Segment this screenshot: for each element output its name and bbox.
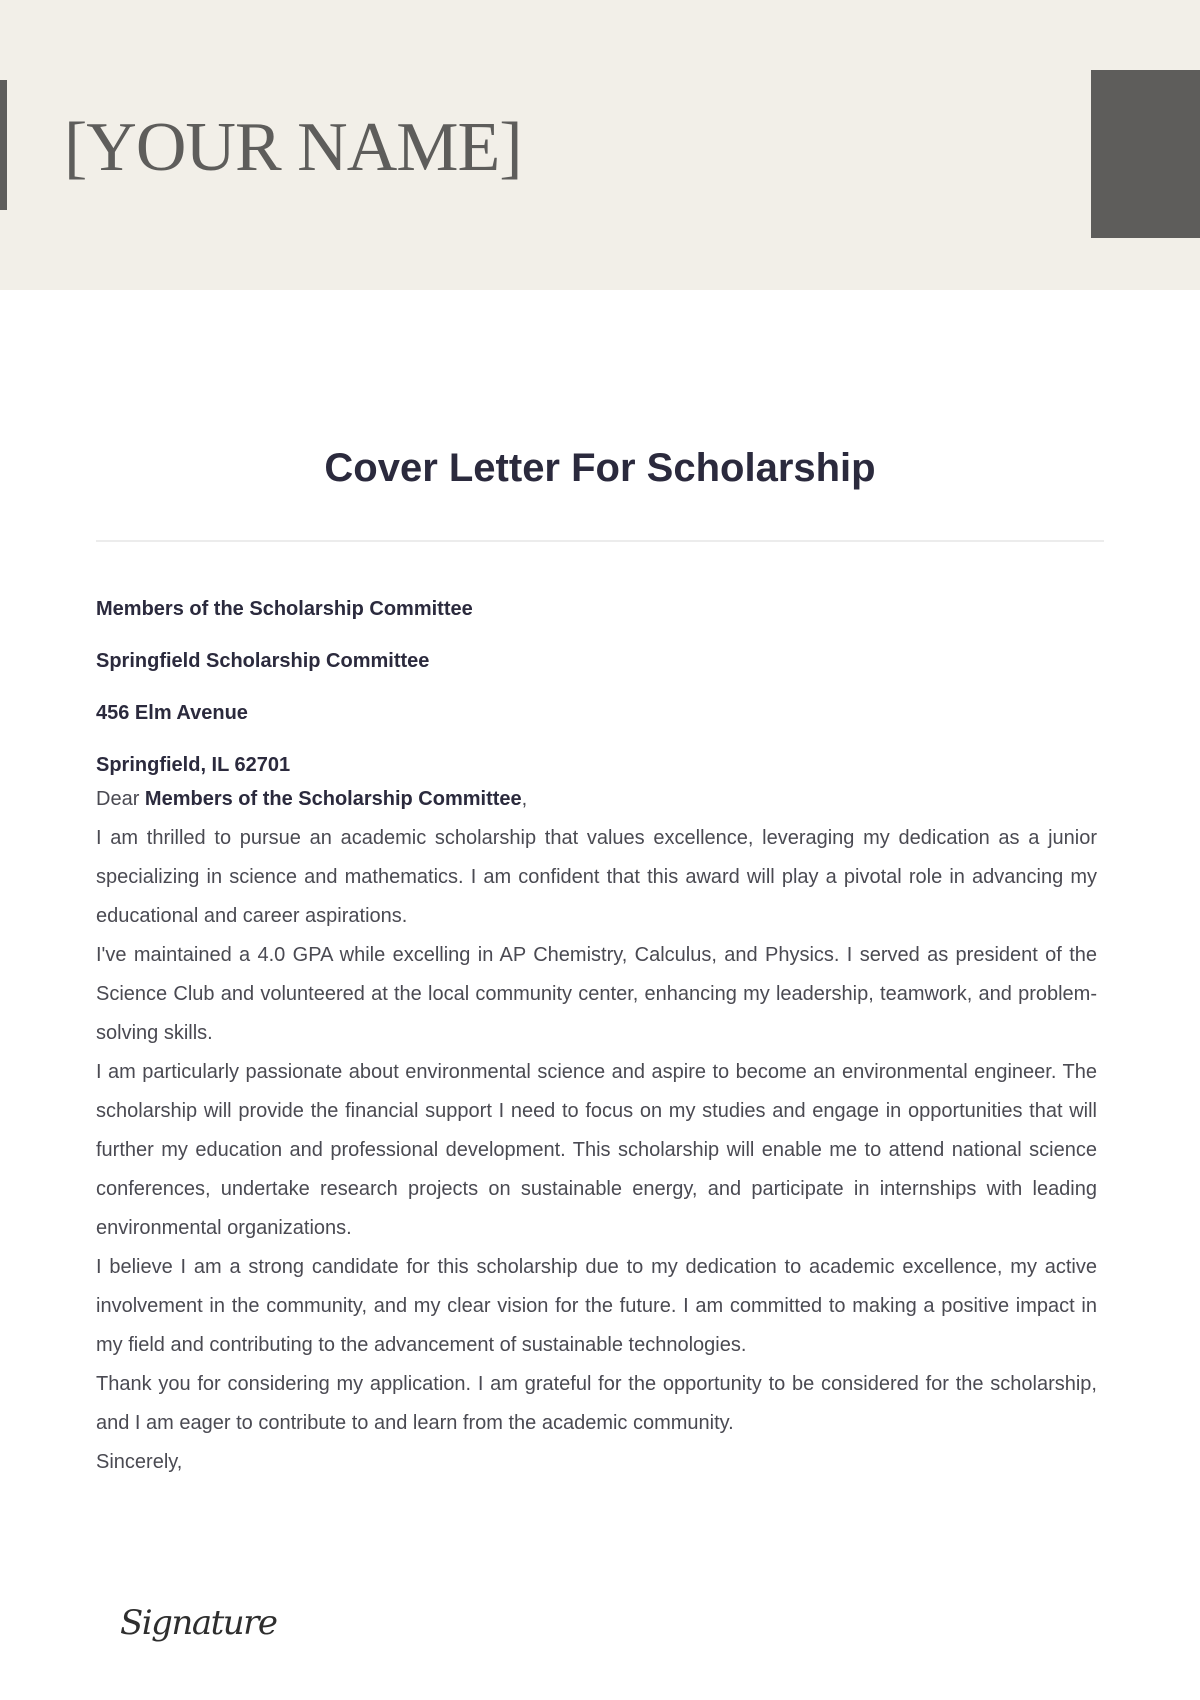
- salutation-name: Members of the Scholarship Committee: [144, 788, 522, 810]
- recipient-line-3: 456 Elm Avenue: [96, 702, 248, 724]
- recipient-line-4: Springfield, IL 62701: [96, 754, 291, 776]
- paragraph-1: I am thrilled to pursue an academic scholarship that values excellence, leveraging my dedication as a junior specializing in science and mathematics. I am confident that this award will play a pivotal role in advancing my educational and career aspirations.: [96, 827, 1097, 927]
- paragraph-3: I am particularly passionate about environmental science and aspire to become an environmental engineer. The scholarship will provide the financial support I need to focus on my studies and engage in opportunities that will further my education and professional development. This scholarship will enable me to attend national science conferences, undertake research projects on sustainable energy, and participate in internships with leading environmental organizations.: [96, 1061, 1097, 1239]
- page-title: Cover Letter For Scholarship: [324, 446, 876, 490]
- title-divider: [96, 540, 1104, 542]
- left-accent-bar: [0, 80, 7, 210]
- paragraph-5: Thank you for considering my application. I am grateful for the opportunity to be considered for the scholarship, and I am eager to contribute to and learn from the academic community.: [96, 1373, 1097, 1434]
- paragraph-4: I believe I am a strong candidate for this scholarship due to my dedication to academic excellence, my active involvement in the community, and my clear vision for the future. I am committed to making a positive impact in my field and contributing to the advancement of sustainable technologies.: [96, 1256, 1097, 1356]
- recipient-line-2: Springfield Scholarship Committee: [96, 650, 430, 672]
- right-accent-block: [1091, 70, 1200, 238]
- paragraph-2: I've maintained a 4.0 GPA while excelling in AP Chemistry, Calculus, and Physics. I served as president of the Science Club and volunteered at the local community center, enhancing my leadership, teamwork, and problem-solving skills.: [96, 944, 1097, 1044]
- recipient-line-1: Members of the Scholarship Committee: [96, 598, 473, 620]
- letter-body: [96, 594, 1097, 1482]
- header-band: [0, 0, 1200, 290]
- signature: Signature: [120, 1603, 277, 1643]
- salutation-prefix: Dear: [96, 788, 145, 810]
- salutation: [96, 780, 1097, 819]
- salutation-suffix: ,: [521, 788, 528, 810]
- closing: Sincerely,: [96, 1451, 183, 1473]
- applicant-name: [YOUR NAME]: [64, 109, 522, 186]
